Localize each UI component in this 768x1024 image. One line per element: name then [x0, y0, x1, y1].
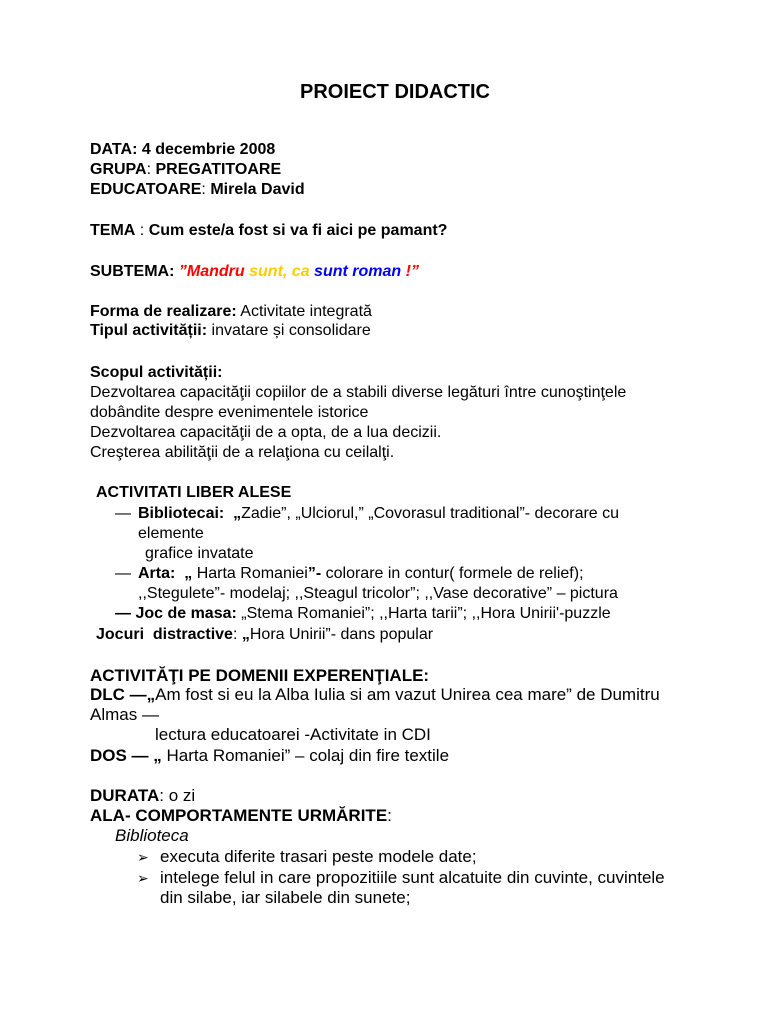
jocuri-sep: : [232, 626, 238, 643]
grupa-sep: : [146, 161, 152, 178]
educatoare-value: Mirela David [210, 181, 305, 198]
dlc-cont: lectura educatoarei -Activitate in CDI [155, 725, 431, 744]
dlc-label: DLC —„ [90, 685, 156, 704]
tema-value: Cum este/a fost si va fi aici pe pamant? [148, 222, 448, 239]
arta-cont: ,,Stegulete”- modelaj; ,,Steagul tricolor”; ,,Vase decorative” – pictura [138, 585, 618, 602]
biblioteca-quote: „ [233, 505, 242, 522]
biblioteca-line [115, 504, 619, 524]
educatoare-line [90, 180, 305, 200]
forma-line [90, 302, 372, 322]
dash-marker: — [115, 565, 131, 582]
durata-value: : o zi [159, 786, 196, 805]
biblioteca-cont: grafice invatate [145, 545, 254, 562]
arta-line [115, 564, 584, 584]
biblioteca-text: Zadie”, „Ulciorul,” „Covorasul traditional”- decorare cu [241, 505, 620, 522]
tema-label: TEMA [90, 222, 136, 239]
jocuri-line [96, 625, 433, 645]
tipul-label: Tipul activității: [90, 322, 208, 339]
data-label: DATA: [90, 141, 138, 158]
biblioteca-cont: elemente [138, 525, 204, 542]
dos-line [90, 746, 449, 766]
grupa-line [90, 160, 281, 180]
dos-label: DOS — „ [90, 746, 162, 765]
ala-subheading: Biblioteca [115, 826, 189, 845]
domenii-heading: ACTIVITĂŢI PE DOMENII EXPERENŢIALE: [90, 666, 430, 685]
ala-label: ALA- COMPORTAMENTE URMĂRITE [90, 806, 388, 825]
dash-marker: — [115, 505, 131, 522]
scop-line: dobândite despre evenimentele istorice [90, 404, 369, 421]
ala-line [90, 806, 392, 826]
dlc-text: Am fost si eu la Alba Iulia si am vazut Unirea cea mare” de Dumitru [155, 685, 660, 704]
forma-label: Forma de realizare: [90, 303, 237, 320]
scop-line: Creşterea abilităţii de a relaţiona cu ceilalţi. [90, 444, 395, 461]
subtema-label: SUBTEMA: [90, 263, 175, 280]
tema-sep: : [139, 222, 145, 239]
scop-line: Dezvoltarea capacităţii copiilor de a stabili diverse legături între cunoştinţele [90, 384, 627, 401]
data-line [90, 140, 275, 160]
subtema-part-red: ”Mandru [178, 263, 245, 280]
forma-value: Activitate integrată [240, 303, 372, 320]
jocuri-quote: „ [241, 626, 250, 643]
arrow-bullet-icon: ➢ [137, 850, 149, 866]
tipul-value: invatare și consolidare [211, 322, 371, 339]
scop-line: Dezvoltarea capacităţii de a opta, de a lua decizii. [90, 424, 442, 441]
dos-text: Harta Romaniei” – colaj din fire textile [166, 746, 450, 765]
educatoare-sep: : [201, 181, 206, 198]
page-title: PROIECT DIDACTIC [300, 81, 490, 103]
arta-label: Arta: [138, 565, 176, 582]
jocuri-text: Hora Unirii”- dans popular [249, 626, 434, 643]
subtema-part-end: !” [405, 263, 419, 280]
grupa-value: PREGATITOARE [155, 161, 282, 178]
list-item-cont: din silabe, iar silabele din sunete; [160, 888, 411, 907]
scop-heading: Scopul activității: [90, 364, 223, 381]
list-item-text: intelege felul in care propozitiile sunt alcatuite din cuvinte, cuvintele [160, 868, 665, 887]
list-item-text: executa diferite trasari peste modele date; [160, 847, 477, 866]
arta-text-2: colorare in contur( formele de relief); [325, 565, 584, 582]
subtema-part-yellow: sunt, ca [249, 263, 310, 280]
ala-sep: : [387, 806, 392, 825]
jocuri-label: Jocuri distractive [96, 626, 233, 643]
biblioteca-label: Bibliotecai: [138, 505, 225, 522]
data-value: 4 decembrie 2008 [141, 141, 276, 158]
joc-line [115, 604, 611, 624]
dlc-line [90, 685, 660, 705]
arta-mark: ”- [307, 565, 322, 582]
arta-text: Harta Romaniei [196, 565, 308, 582]
durata-label: DURATA [90, 786, 160, 805]
arta-quote: „ [184, 565, 193, 582]
joc-label: — Joc de masa: [115, 605, 237, 622]
durata-line [90, 786, 195, 806]
tema-line [90, 221, 447, 241]
grupa-label: GRUPA [90, 161, 147, 178]
educatoare-label: EDUCATOARE [90, 181, 202, 198]
list-item [137, 868, 665, 889]
subtema-part-blue: sunt roman [314, 263, 402, 280]
arrow-bullet-icon: ➢ [137, 871, 149, 887]
joc-text: „Stema Romaniei”; ,,Harta tarii”; ,,Hora Unirii'-puzzle [241, 605, 611, 622]
tipul-line [90, 321, 371, 341]
subtema-line [90, 262, 419, 282]
dlc-cont: Almas — [90, 705, 159, 724]
list-item [137, 847, 477, 868]
liber-alese-heading: ACTIVITATI LIBER ALESE [96, 484, 292, 501]
